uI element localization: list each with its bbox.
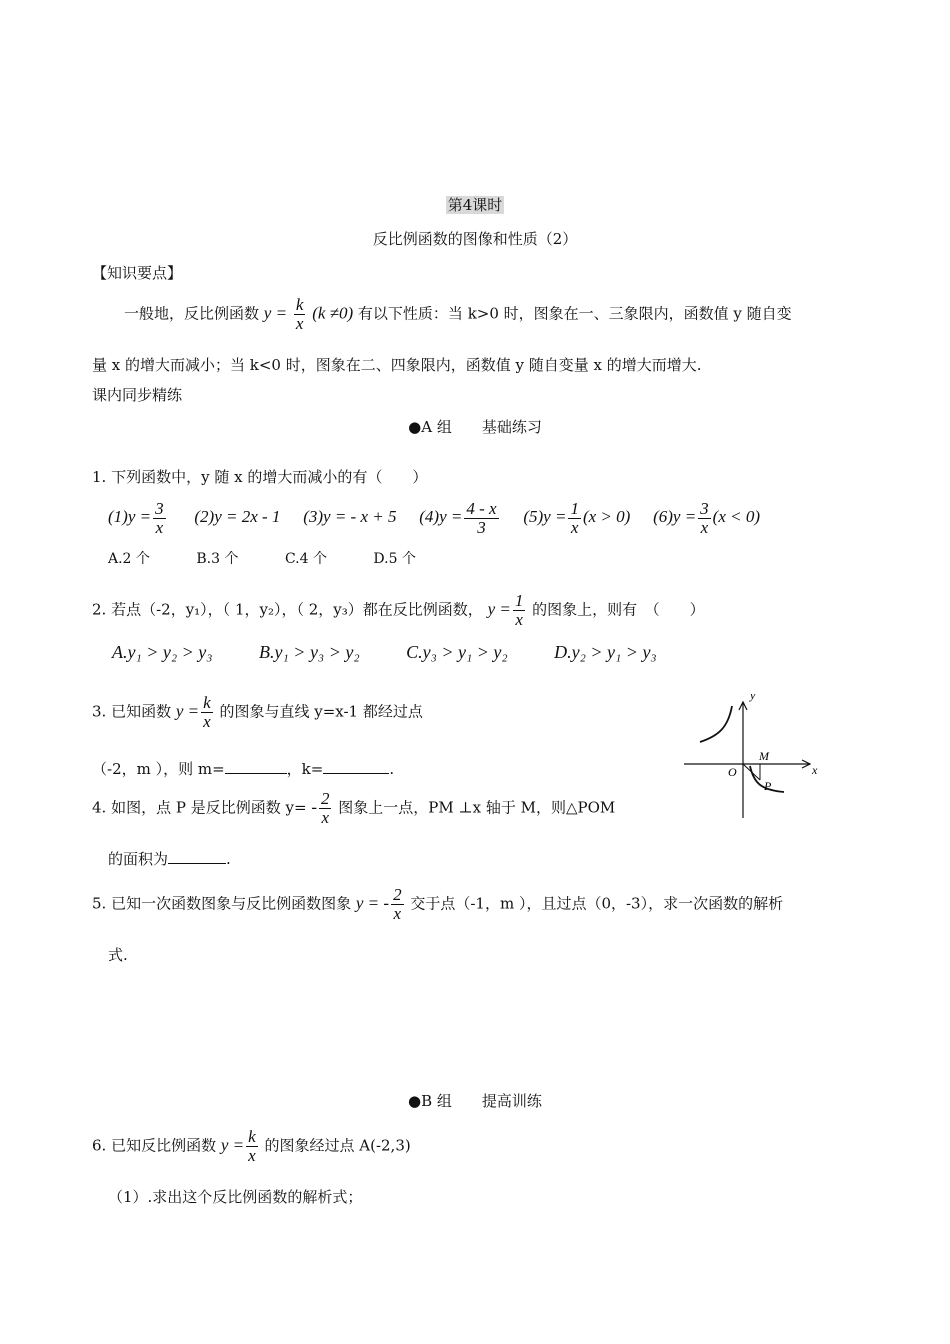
fraction-k-over-x: $\frac{k}{x}$ (295, 295, 304, 333)
question-6-part-1: （1）.求出这个反比例函数的解析式； (108, 1188, 363, 1206)
knowledge-line-2: 量 x 的增大而减小；当 k<0 时，图象在二、四象限内，函数值 y 随自变量 x 的增大而增大. (92, 356, 702, 374)
graph-x-label: x (812, 763, 818, 777)
question-4-line-2: 的面积为 . (108, 850, 231, 868)
group-b-heading: ●B 组 提高训练 (408, 1092, 542, 1110)
question-1: 1. 下列函数中，y 随 x 的增大而减小的有（ ） (92, 468, 428, 486)
question-4: 4. 如图，点 P 是反比例函数 y= - $\frac{2}{x}$ 图象上一点，PM ⊥x 轴于 M，则△POM (92, 789, 616, 827)
group-a-heading: ●A 组 基础练习 (408, 418, 542, 436)
question-5-line-2: 式. (108, 946, 128, 964)
knowledge-heading: 【知识要点】 (92, 264, 183, 282)
question-2-options: A.y₁ > y₂ > y₃ B.y₁ > y₃ > y₂ C.y₃ > y₁ > y₂ D.y₂ > y₁ > y₃ (112, 642, 657, 662)
question-5: 5. 已知一次函数图象与反比例函数图象 y = - $\frac{2}{x}$ 交于点（-1，m ），且过点（0，-3），求一次函数的解析 (92, 885, 784, 923)
answer-blank-k (323, 773, 389, 774)
question-3-line-2: （-2，m ），则 m= ，k= . (92, 760, 395, 778)
graph-y-label: y (750, 694, 756, 702)
practice-heading: 课内同步精练 (92, 386, 183, 404)
question-3: 3. 已知函数 y = $\frac{k}{x}$ 的图象与直线 y=x-1 都经过点 (92, 693, 423, 731)
question-1-functions: (1)y = $\frac{3}{x}$ (2)y = 2x - 1 (3)y = - x + 5 (4)y = $\frac{4 - x}{3}$ (5)y = $\frac{1}{x}$ (x > 0) (6)y = $\frac{3}{x}$ (x < 0) (108, 499, 761, 537)
question-6: 6. 已知反比例函数 y = $\frac{k}{x}$ 的图象经过点 A(-2,3) (92, 1127, 411, 1165)
graph-m-label: M (759, 749, 769, 763)
graph-p-label: P (764, 779, 772, 793)
segment-op (743, 764, 760, 780)
lesson-number: 第4课时 (447, 196, 503, 214)
answer-blank-area (168, 863, 226, 864)
page-title: 反比例函数的图像和性质（2） (372, 230, 578, 248)
question-2: 2. 若点（-2，y₁），（ 1，y₂），（ 2，y₃）都在反比例函数， y = $\frac{1}{x}$ 的图象上，则有 （ ） (92, 591, 705, 629)
graph-origin-label: O (728, 765, 737, 779)
question-1-options: A.2 个 B.3 个 C.4 个 D.5 个 (108, 551, 416, 567)
answer-blank-m (225, 773, 287, 774)
hyperbola-graph (680, 694, 830, 824)
curve-quadrant-2 (700, 706, 732, 742)
knowledge-line-1: 一般地，反比例函数 y = $\frac{k}{x}$ (k ≠0) 有以下性质：当 k>0 时，图象在一、三象限内，函数值 y 随自变 (124, 295, 792, 333)
